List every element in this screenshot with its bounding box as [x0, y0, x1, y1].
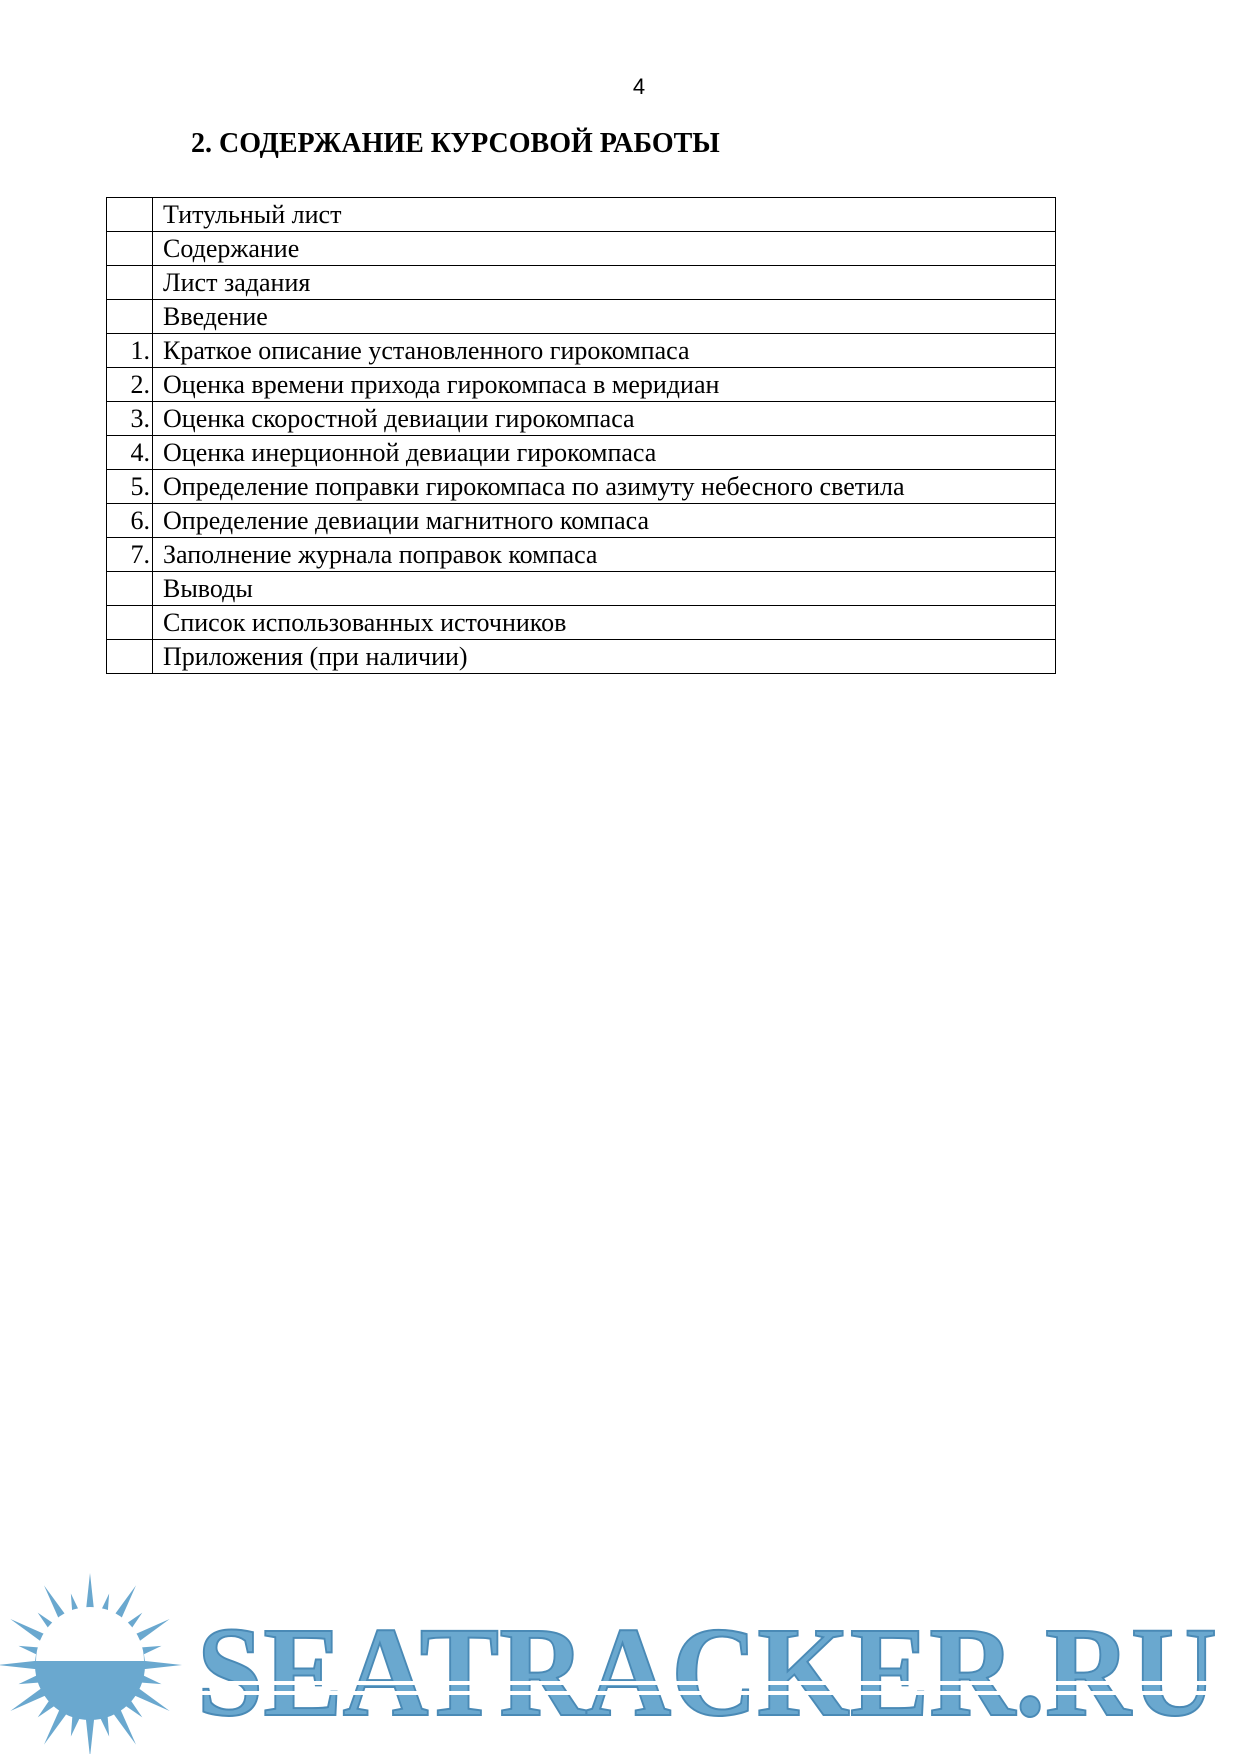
row-number — [107, 266, 153, 300]
watermark — [0, 1565, 1240, 1754]
sun-ray — [0, 1660, 40, 1669]
row-text: Титульный лист — [153, 198, 1056, 232]
page-number: 4 — [632, 74, 646, 99]
row-number — [107, 572, 153, 606]
row-text: Краткое описание установленного гирокомпаса — [153, 334, 1056, 368]
row-text: Лист задания — [153, 266, 1056, 300]
row-number: 2. — [107, 368, 153, 402]
table-row — [107, 368, 1056, 402]
row-number — [107, 198, 153, 232]
row-text: Приложения (при наличии) — [153, 640, 1056, 674]
table-row — [107, 436, 1056, 470]
row-text: Оценка инерционной девиации гирокомпаса — [153, 436, 1056, 470]
table-row — [107, 538, 1056, 572]
row-number: 3. — [107, 402, 153, 436]
row-number: 4. — [107, 436, 153, 470]
sun-icon — [0, 1573, 182, 1754]
sun-ray — [140, 1660, 182, 1669]
table-row — [107, 640, 1056, 674]
row-number: 7. — [107, 538, 153, 572]
row-text: Выводы — [153, 572, 1056, 606]
table-row — [107, 606, 1056, 640]
row-number — [107, 606, 153, 640]
table-row — [107, 504, 1056, 538]
watermark-text: SEATRACKER.RU — [197, 1601, 1217, 1743]
row-number: 6. — [107, 504, 153, 538]
table-row — [107, 572, 1056, 606]
table-row — [107, 334, 1056, 368]
sun-ray — [85, 1715, 94, 1754]
row-number: 5. — [107, 470, 153, 504]
table-row — [107, 198, 1056, 232]
row-text: Оценка времени прихода гирокомпаса в меридиан — [153, 368, 1056, 402]
table-row — [107, 232, 1056, 266]
row-number — [107, 300, 153, 334]
row-number: 1. — [107, 334, 153, 368]
row-text: Содержание — [153, 232, 1056, 266]
row-text: Список использованных источников — [153, 606, 1056, 640]
row-text: Заполнение журнала поправок компаса — [153, 538, 1056, 572]
row-number — [107, 640, 153, 674]
table-row — [107, 402, 1056, 436]
page-title: 2. СОДЕРЖАНИЕ КУРСОВОЙ РАБОТЫ — [191, 128, 720, 159]
contents-table — [106, 197, 1056, 674]
table-row — [107, 266, 1056, 300]
table-row — [107, 470, 1056, 504]
row-text: Определение девиации магнитного компаса — [153, 504, 1056, 538]
row-number — [107, 232, 153, 266]
row-text: Введение — [153, 300, 1056, 334]
row-text: Оценка скоростной девиации гирокомпаса — [153, 402, 1056, 436]
table-row — [107, 300, 1056, 334]
row-text: Определение поправки гирокомпаса по азимуту небесного светила — [153, 470, 1056, 504]
